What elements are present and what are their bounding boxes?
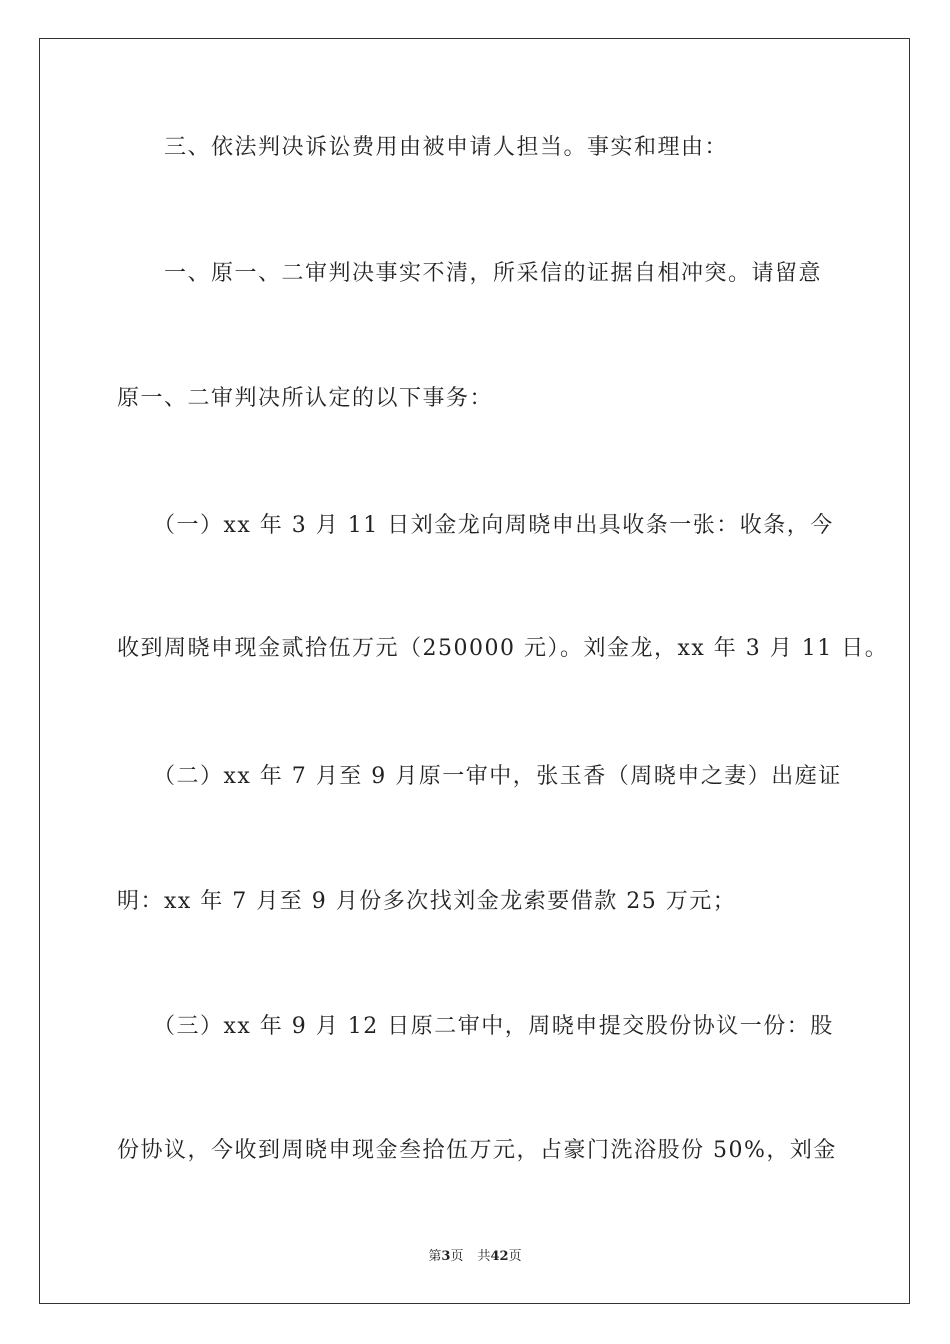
page-suffix: 页 (450, 1249, 464, 1264)
paragraph-line-9: 份协议，今收到周晓申现金叁拾伍万元，占豪门洗浴股份 50%，刘金 (117, 1138, 837, 1163)
paragraph-line-4: （一）xx 年 3 月 11 日刘金龙向周晓申出具收条一张：收条，今 (117, 513, 834, 538)
total-prefix: 共 (477, 1249, 491, 1264)
paragraph-line-5: 收到周晓申现金贰拾伍万元（250000 元）。刘金龙，xx 年 3 月 11 日。 (117, 636, 889, 661)
paragraph-line-1: 三、依法判决诉讼费用由被申请人担当。事实和理由： (117, 135, 729, 160)
page-prefix: 第 (428, 1249, 442, 1264)
total-suffix: 页 (508, 1249, 522, 1264)
paragraph-line-8: （三）xx 年 9 月 12 日原二审中，周晓申提交股份协议一份：股 (117, 1014, 834, 1039)
page-border (39, 38, 910, 1304)
paragraph-line-2: 一、原一、二审判决事实不清，所采信的证据自相冲突。请留意 (117, 261, 823, 286)
page-number: 3 (441, 1249, 451, 1264)
paragraph-line-7: 明：xx 年 7 月至 9 月份多次找刘金龙索要借款 25 万元； (117, 889, 737, 914)
paragraph-line-3: 原一、二审判决所认定的以下事务： (117, 386, 494, 411)
page-footer (0, 1248, 950, 1266)
paragraph-line-6: （二）xx 年 7 月至 9 月原一审中，张玉香（周晓申之妻）出庭证 (117, 764, 842, 789)
total-pages: 42 (490, 1249, 509, 1264)
